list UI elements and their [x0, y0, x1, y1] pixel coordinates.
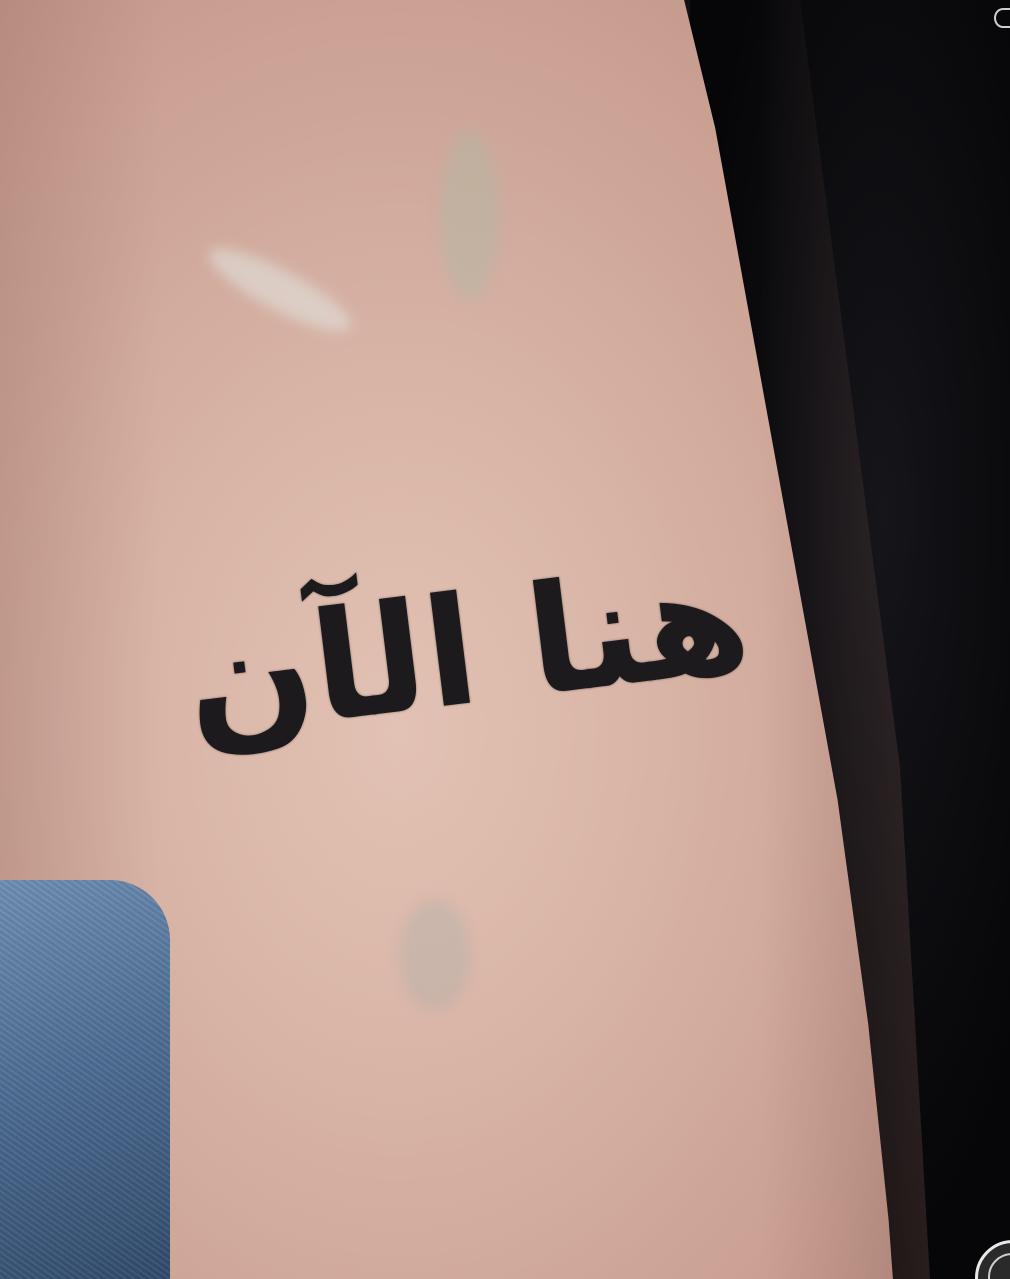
- watermark-seal-ring: [988, 1253, 1010, 1279]
- denim-sleeve: [0, 880, 170, 1279]
- corner-watermark-mark: [994, 8, 1010, 28]
- arabic-tattoo-text: هنا الآن: [175, 530, 759, 773]
